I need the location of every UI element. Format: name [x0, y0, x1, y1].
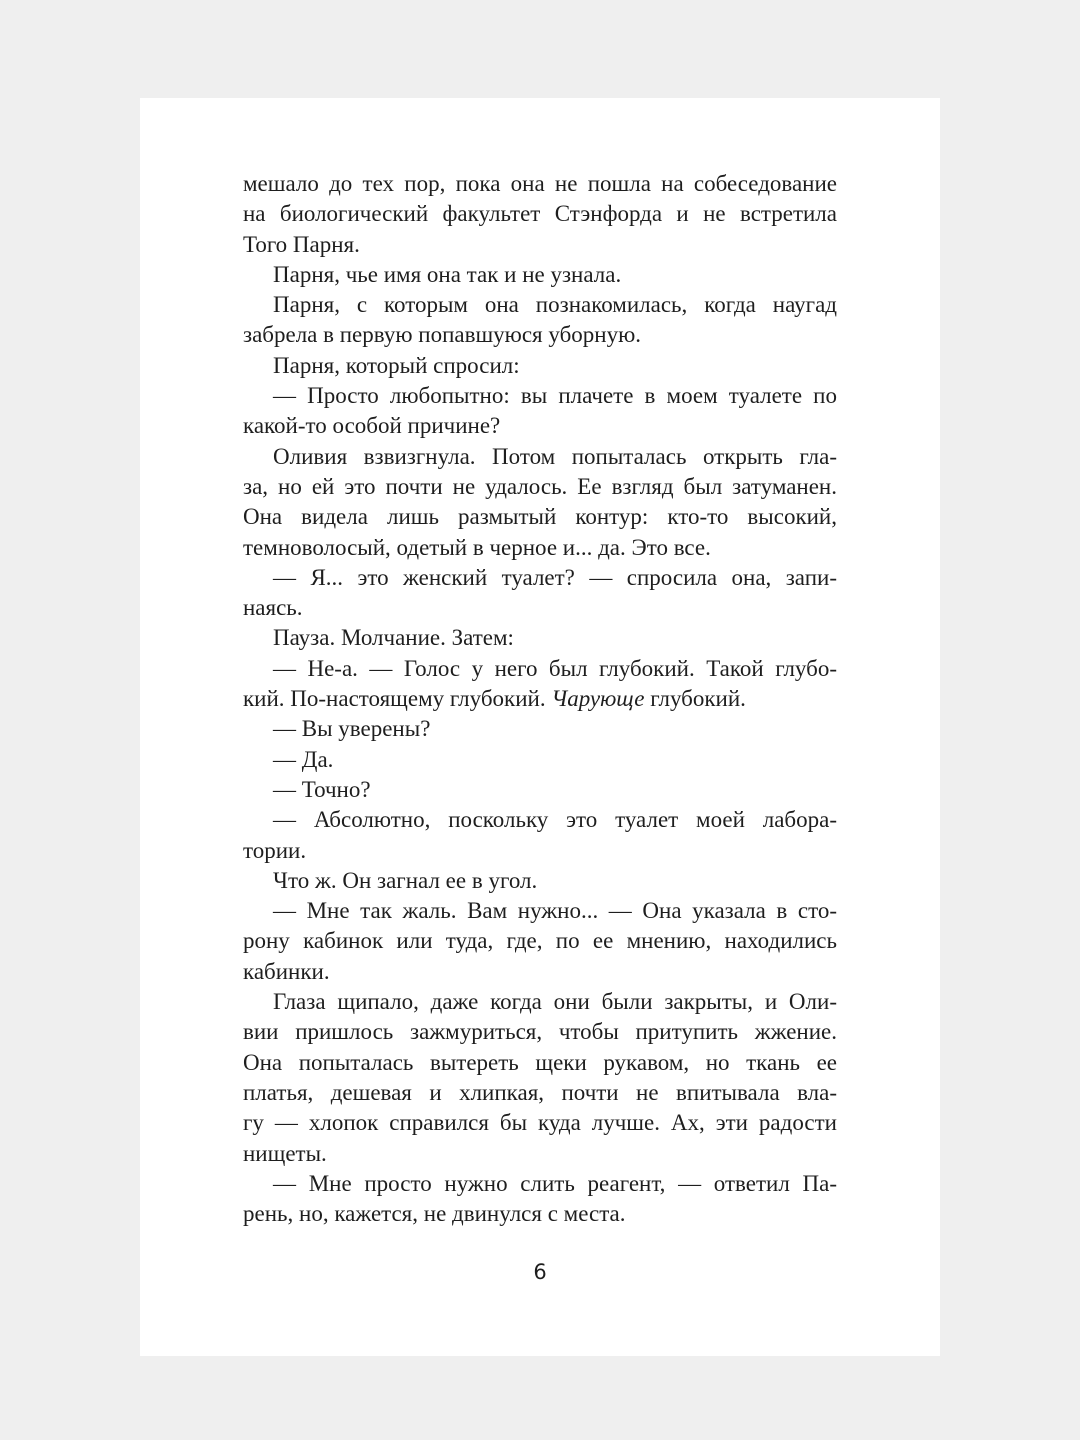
text-line: — Просто любопытно: вы плачете в моем туалете по [273, 383, 837, 409]
text-line: Глаза щипало, даже когда они были закрыты, и Оли- [273, 989, 837, 1015]
text-line: тории. [243, 837, 307, 863]
text-line: — Я... это женский туалет? — спросила она, запи- [273, 564, 837, 590]
body-text [243, 169, 837, 1229]
text-line: Парня, который спросил: [273, 352, 520, 378]
text-line: мешало до тех пор, пока она не пошла на собеседование [243, 171, 837, 196]
text-line: Оливия взвизгнула. Потом попыталась открыть гла- [273, 443, 837, 469]
text-line: на биологический факультет Стэнфорда и не встретила [243, 201, 837, 227]
text-line: платья, дешевая и хлипкая, почти не впитывала вла- [243, 1079, 837, 1105]
text-line: рень, но, кажется, не двинулся с места. [243, 1201, 626, 1227]
text-line: вии пришлось зажмуриться, чтобы притупить жжение. [243, 1019, 837, 1045]
text-line: за, но ей это почти не удалось. Ее взгляд был затуманен. [243, 473, 837, 499]
text-line: кабинки. [243, 958, 330, 984]
text-line [243, 684, 837, 714]
text-line: Парня, с которым она познакомилась, когда наугад [273, 292, 837, 318]
text-line: — Мне просто нужно слить реагент, — ответил Па- [273, 1170, 837, 1196]
text-line: гу — хлопок справился бы куда лучше. Ах, эти радости [243, 1110, 837, 1136]
page-number: 6 [533, 1260, 547, 1284]
text-line: наясь. [243, 595, 303, 621]
text-line: — Не-а. — Голос у него был глубокий. Такой глубо- [273, 655, 837, 681]
text-line: — Да. [273, 746, 334, 772]
text-line: — Абсолютно, поскольку это туалет моей лабора- [273, 807, 837, 833]
text-line: Что ж. Он загнал ее в угол. [273, 867, 538, 893]
text-line: Она попыталась вытереть щеки рукавом, но ткань ее [243, 1049, 837, 1075]
text-line: — Точно? [273, 776, 371, 802]
text-line: — Вы уверены? [273, 716, 431, 742]
text-line: Того Парня. [243, 231, 360, 257]
text-line: какой-то особой причине? [243, 413, 501, 439]
book-page [140, 98, 940, 1356]
text-line: — Мне так жаль. Вам нужно... — Она указала в сто- [273, 898, 837, 924]
text-line: нищеты. [243, 1140, 327, 1166]
italic-emphasis: Чарующе [551, 686, 645, 712]
text-span: глубокий. [644, 686, 746, 712]
text-span: кий. По-настоящему глубокий. [243, 686, 552, 712]
text-line: Пауза. Молчание. Затем: [273, 625, 514, 651]
text-line: Она видела лишь размытый контур: кто-то высокий, [243, 504, 837, 530]
text-line: забрела в первую попавшуюся уборную. [243, 322, 642, 348]
text-line: темноволосый, одетый в черное и... да. Это все. [243, 534, 711, 560]
text-line: Парня, чье имя она так и не узнала. [273, 261, 622, 287]
text-line: рону кабинок или туда, где, по ее мнению, находились [243, 928, 837, 954]
